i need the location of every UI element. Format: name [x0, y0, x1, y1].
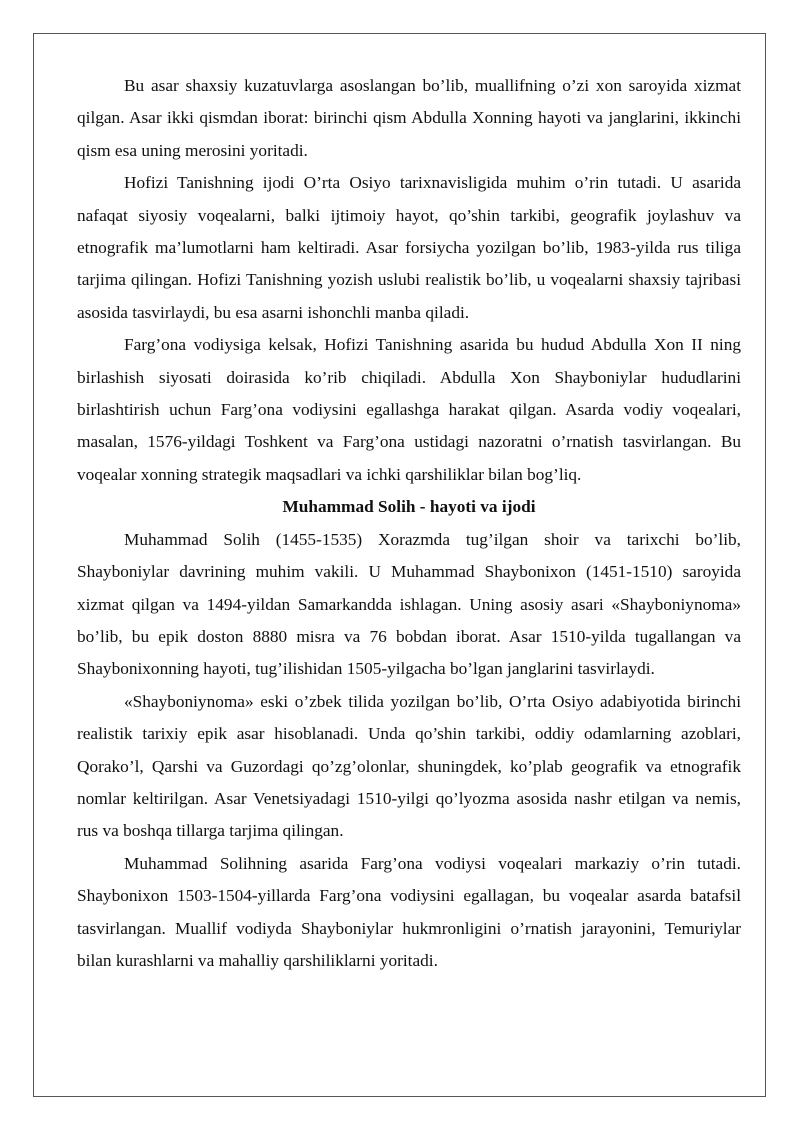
paragraph: Muhammad Solihning asarida Farg’ona vodiysi voqealari markaziy o’rin tutadi. Shaybonixon 1503-1504-yillarda Farg’ona vodiysini egallagan, bu voqealar asarda batafsil tasvirlangan. Muallif vodiyda Shayboniylar hukmronligini o’rnatish jarayonini, Temuriylar bilan kurashlarni va mahalliy qarshiliklarni yoritadi. — [77, 853, 741, 970]
section-heading: Muhammad Solih - hayoti va ijodi — [282, 497, 536, 517]
document-body — [77, 70, 741, 977]
paragraph: Muhammad Solih (1455-1535) Xorazmda tug’ilgan shoir va tarixchi bo’lib, Shayboniylar davrining muhim vakili. U Muhammad Shaybonixon (1451-1510) saroyida xizmat qilgan va 1494-yildan Samarkandda ishlagan. Uning asosiy asari «Shayboniynoma» bo’lib, bu epik doston 8880 misra va 76 bobdan iborat. Asar 1510-yilda tugallangan va Shaybonixonning hayoti, tug’ilishidan 1505-yilgacha bo’lgan janglarini tasvirlaydi. — [77, 529, 741, 679]
paragraph: Hofizi Tanishning ijodi O’rta Osiyo tarixnavisligida muhim o’rin tutadi. U asarida nafaqat siyosiy voqealarni, balki ijtimoiy hayot, qo’shin tarkibi, geografik joylashuv va etnografik ma’lumotlarni ham keltiradi. Asar forsiycha yozilgan bo’lib, 1983-yilda rus tiliga tarjima qilingan. Hofizi Tanishning yozish uslubi realistik bo’lib, u voqealarni shaxsiy tajribasi asosida tasvirlaydi, bu esa asarni ishonchli manba qiladi. — [77, 173, 741, 322]
paragraph: «Shayboniynoma» eski o’zbek tilida yozilgan bo’lib, O’rta Osiyo adabiyotida birinchi realistik tarixiy epik asar hisoblanadi. Unda qo’shin tarkibi, oddiy odamlarning azoblari, Qorako’l, Qarshi va Guzordagi qo’zg’olonlar, shuningdek, ko’plab geografik va etnografik nomlar keltirilgan. Asar Venetsiyadagi 1510-yilgi qo’lyozma asosida nashr etilgan va nemis, rus va boshqa tillarga tarjima qilingan. — [77, 691, 741, 841]
paragraph: Farg’ona vodiysiga kelsak, Hofizi Tanishning asarida bu hudud Abdulla Xon II ning birlashish siyosati doirasida ko’rib chiqiladi. Abdulla Xon Shayboniylar hududlarini birlashtirish uchun Farg’ona vodiysini egallashga harakat qilgan. Asarda vodiy voqealari, masalan, 1576-yildagi Toshkent va Farg’ona ustidagi nazoratni o’rnatish tasvirlangan. Bu voqealar xonning strategik maqsadlari va ichki qarshiliklar bilan bog’liq. — [77, 335, 741, 484]
paragraph: Bu asar shaxsiy kuzatuvlarga asoslangan bo’lib, muallifning o’zi xon saroyida xizmat qilgan. Asar ikki qismdan iborat: birinchi qism Abdulla Xonning hayoti va janglarini, ikkinchi qism esa uning merosini yoritadi. — [77, 76, 741, 160]
